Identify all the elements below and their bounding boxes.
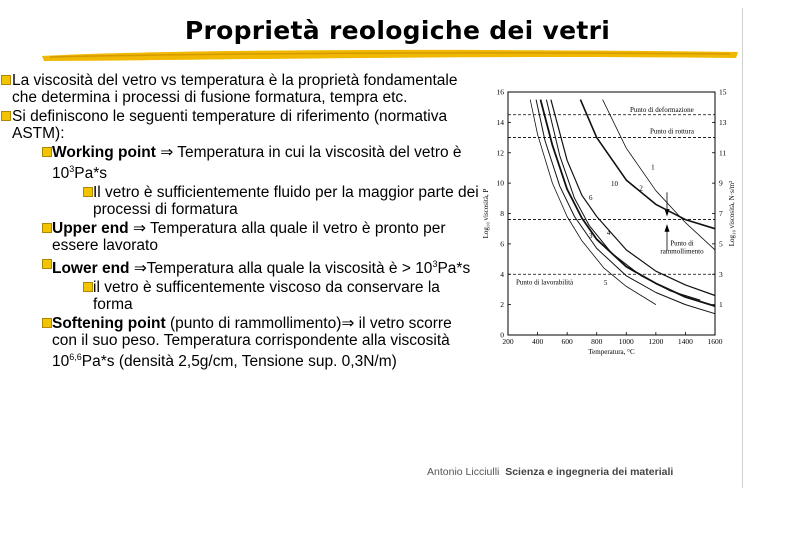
bullet-square-icon	[83, 282, 93, 292]
bullet-square-icon	[42, 259, 52, 269]
curve-label: 5	[603, 278, 608, 287]
curve-label: 4	[606, 228, 611, 237]
footer-course: Scienza e ingegneria dei materiali	[505, 466, 674, 478]
page-title: Proprietà reologiche dei vetri	[184, 16, 611, 45]
curve-1	[603, 100, 715, 250]
curve-label: 10	[610, 180, 618, 189]
x-tick-label: 400	[531, 337, 544, 346]
reference-label: Punto di	[670, 239, 694, 248]
y-left-tick-label: 8	[500, 209, 504, 218]
x-tick-label: 600	[561, 337, 573, 346]
y-left-axis-title: Log₁₀ viscosità, P	[482, 188, 490, 239]
y-left-tick-label: 6	[500, 239, 504, 249]
x-tick-label: 1000	[618, 337, 634, 346]
x-tick-label: 1600	[707, 337, 723, 346]
y-left-tick-label: 12	[496, 148, 504, 158]
footer-author: Antonio Licciulli	[427, 466, 500, 478]
bullet-square-icon	[1, 111, 11, 121]
x-tick-label: 800	[591, 337, 603, 346]
bullet-list	[0, 72, 480, 372]
y-right-tick-label: 9	[719, 178, 723, 188]
y-right-tick-label: 11	[719, 148, 727, 158]
y-left-tick-label: 4	[500, 269, 504, 279]
bullet-working-sub: Il vetro è sufficientemente fluido per la maggior parte dei processi di formatura	[0, 184, 480, 218]
curve-2	[580, 100, 715, 229]
y-right-tick-label: 3	[719, 269, 723, 279]
y-right-tick-label: 7	[719, 209, 723, 218]
y-right-tick-label: 13	[719, 117, 727, 127]
bullet-square-icon	[83, 187, 93, 197]
viscosity-temperature-chart	[470, 80, 740, 380]
y-right-tick-label: 15	[719, 87, 727, 97]
y-right-tick-label: 1	[719, 300, 723, 310]
bullet-upper-end: Upper end ⇒ Temperatura alla quale il vetro è pronto per essere lavorato	[0, 220, 480, 254]
reference-label: Punto di rottura	[650, 127, 694, 136]
x-tick-label: 200	[502, 337, 514, 346]
y-left-tick-label: 2	[500, 300, 504, 310]
y-left-tick-label: 10	[496, 178, 504, 188]
x-tick-label: 1200	[648, 337, 664, 346]
curve-label: 3	[589, 231, 593, 240]
curve-label: 6	[589, 193, 593, 202]
bullet-softening-point: Softening point (punto di rammollimento)⇒ il vetro scorre con il suo peso. Temperatura corrispondente alla viscosità 10$^{6,6}$Pa*s (densità 2,5g/cm, Tensione sup. 0,3N/m)	[0, 315, 480, 370]
reference-label: rammollimento	[660, 247, 704, 256]
reference-label: Punto di lavorabilità	[516, 278, 574, 287]
bullet-viscosity: La viscosità del vetro vs temperatura è la proprietà fondamentale che determina i processi di fusione formatura, tempra etc.	[0, 72, 480, 106]
curve-label: 2	[639, 184, 643, 193]
bullet-square-icon	[42, 223, 52, 233]
arrow-up-head	[665, 224, 670, 232]
bullet-reference-temperatures: Si definiscono le seguenti temperature di riferimento (normativa ASTM):	[0, 108, 480, 142]
y-left-tick-label: 14	[496, 117, 504, 127]
y-left-tick-label: 16	[496, 87, 504, 97]
y-right-axis-title: Log₁₀ viscosità, N·s/m²	[728, 180, 736, 247]
curve-label: 1	[651, 163, 655, 172]
footer	[427, 466, 673, 478]
bullet-lower-end: Lower end ⇒Temperatura alla quale la viscosità è > $10^3Pa*s$	[0, 256, 480, 277]
x-tick-label: 1400	[677, 337, 693, 346]
bullet-square-icon	[1, 75, 11, 85]
bullet-lower-sub: il vetro è sufficentemente viscoso da conservare la forma	[0, 279, 480, 313]
y-left-tick-label: 0	[500, 330, 504, 340]
bullet-square-icon	[42, 318, 52, 328]
right-divider	[742, 8, 743, 488]
y-right-tick-label: 5	[719, 239, 723, 249]
x-axis-title: Temperatura, °C	[588, 348, 635, 356]
bullet-square-icon	[42, 147, 52, 157]
reference-label: Punto di deformazione	[630, 105, 694, 114]
title-underline-brush	[40, 46, 740, 64]
bullet-working-point: Working point ⇒ Temperatura in cui la viscosità del vetro è $10^3Pa*s$	[0, 144, 480, 182]
